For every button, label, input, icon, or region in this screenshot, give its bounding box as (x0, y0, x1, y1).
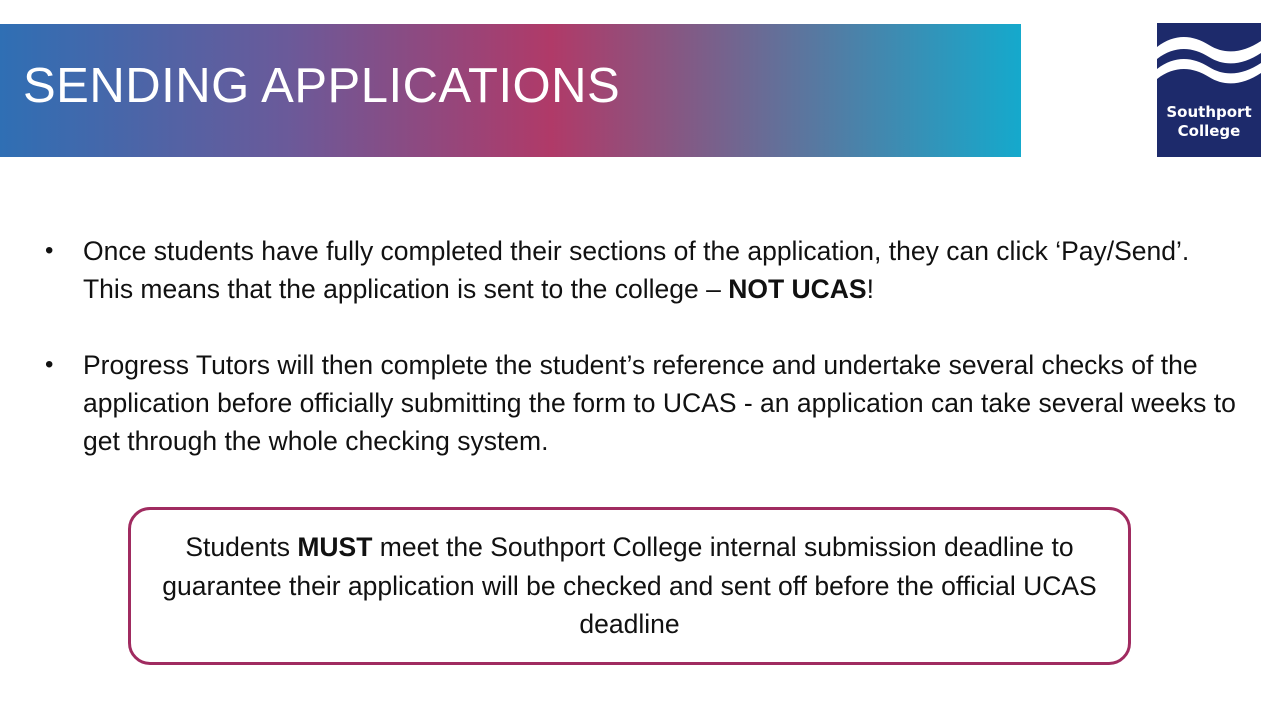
logo-text-line2: College (1177, 122, 1241, 140)
callout-text (145, 528, 1115, 644)
bullet-item (45, 346, 1245, 460)
bullet-dot-icon: • (45, 237, 54, 264)
bullet-text: Progress Tutors will then complete the student’s reference and undertake several checks of the application before officially submitting the form to UCAS - an application can take several weeks to get through the whole checking system. (83, 350, 1236, 456)
southport-college-logo (1157, 23, 1261, 157)
callout-text-end: meet the Southport College internal submission deadline to guarantee their application will be checked and sent off before the official UCAS deadline (162, 532, 1097, 640)
bullet-item (45, 232, 1245, 308)
callout-text-start: Students (185, 532, 298, 563)
deadline-callout-box (128, 507, 1131, 665)
bullet-text-end: ! (866, 274, 874, 304)
bullet-bold-text: NOT UCAS (728, 274, 867, 304)
bullet-text: Once students have fully completed their sections of the application, they can click ‘Pay/Send’. This means that the application is sent to the college – (83, 236, 1190, 304)
slide-title: SENDING APPLICATIONS (23, 59, 621, 113)
bullet-dot-icon: • (45, 351, 54, 378)
logo-text-line1: Southport (1166, 103, 1252, 121)
callout-bold-text: MUST (297, 532, 373, 563)
bullet-list (45, 232, 1245, 498)
